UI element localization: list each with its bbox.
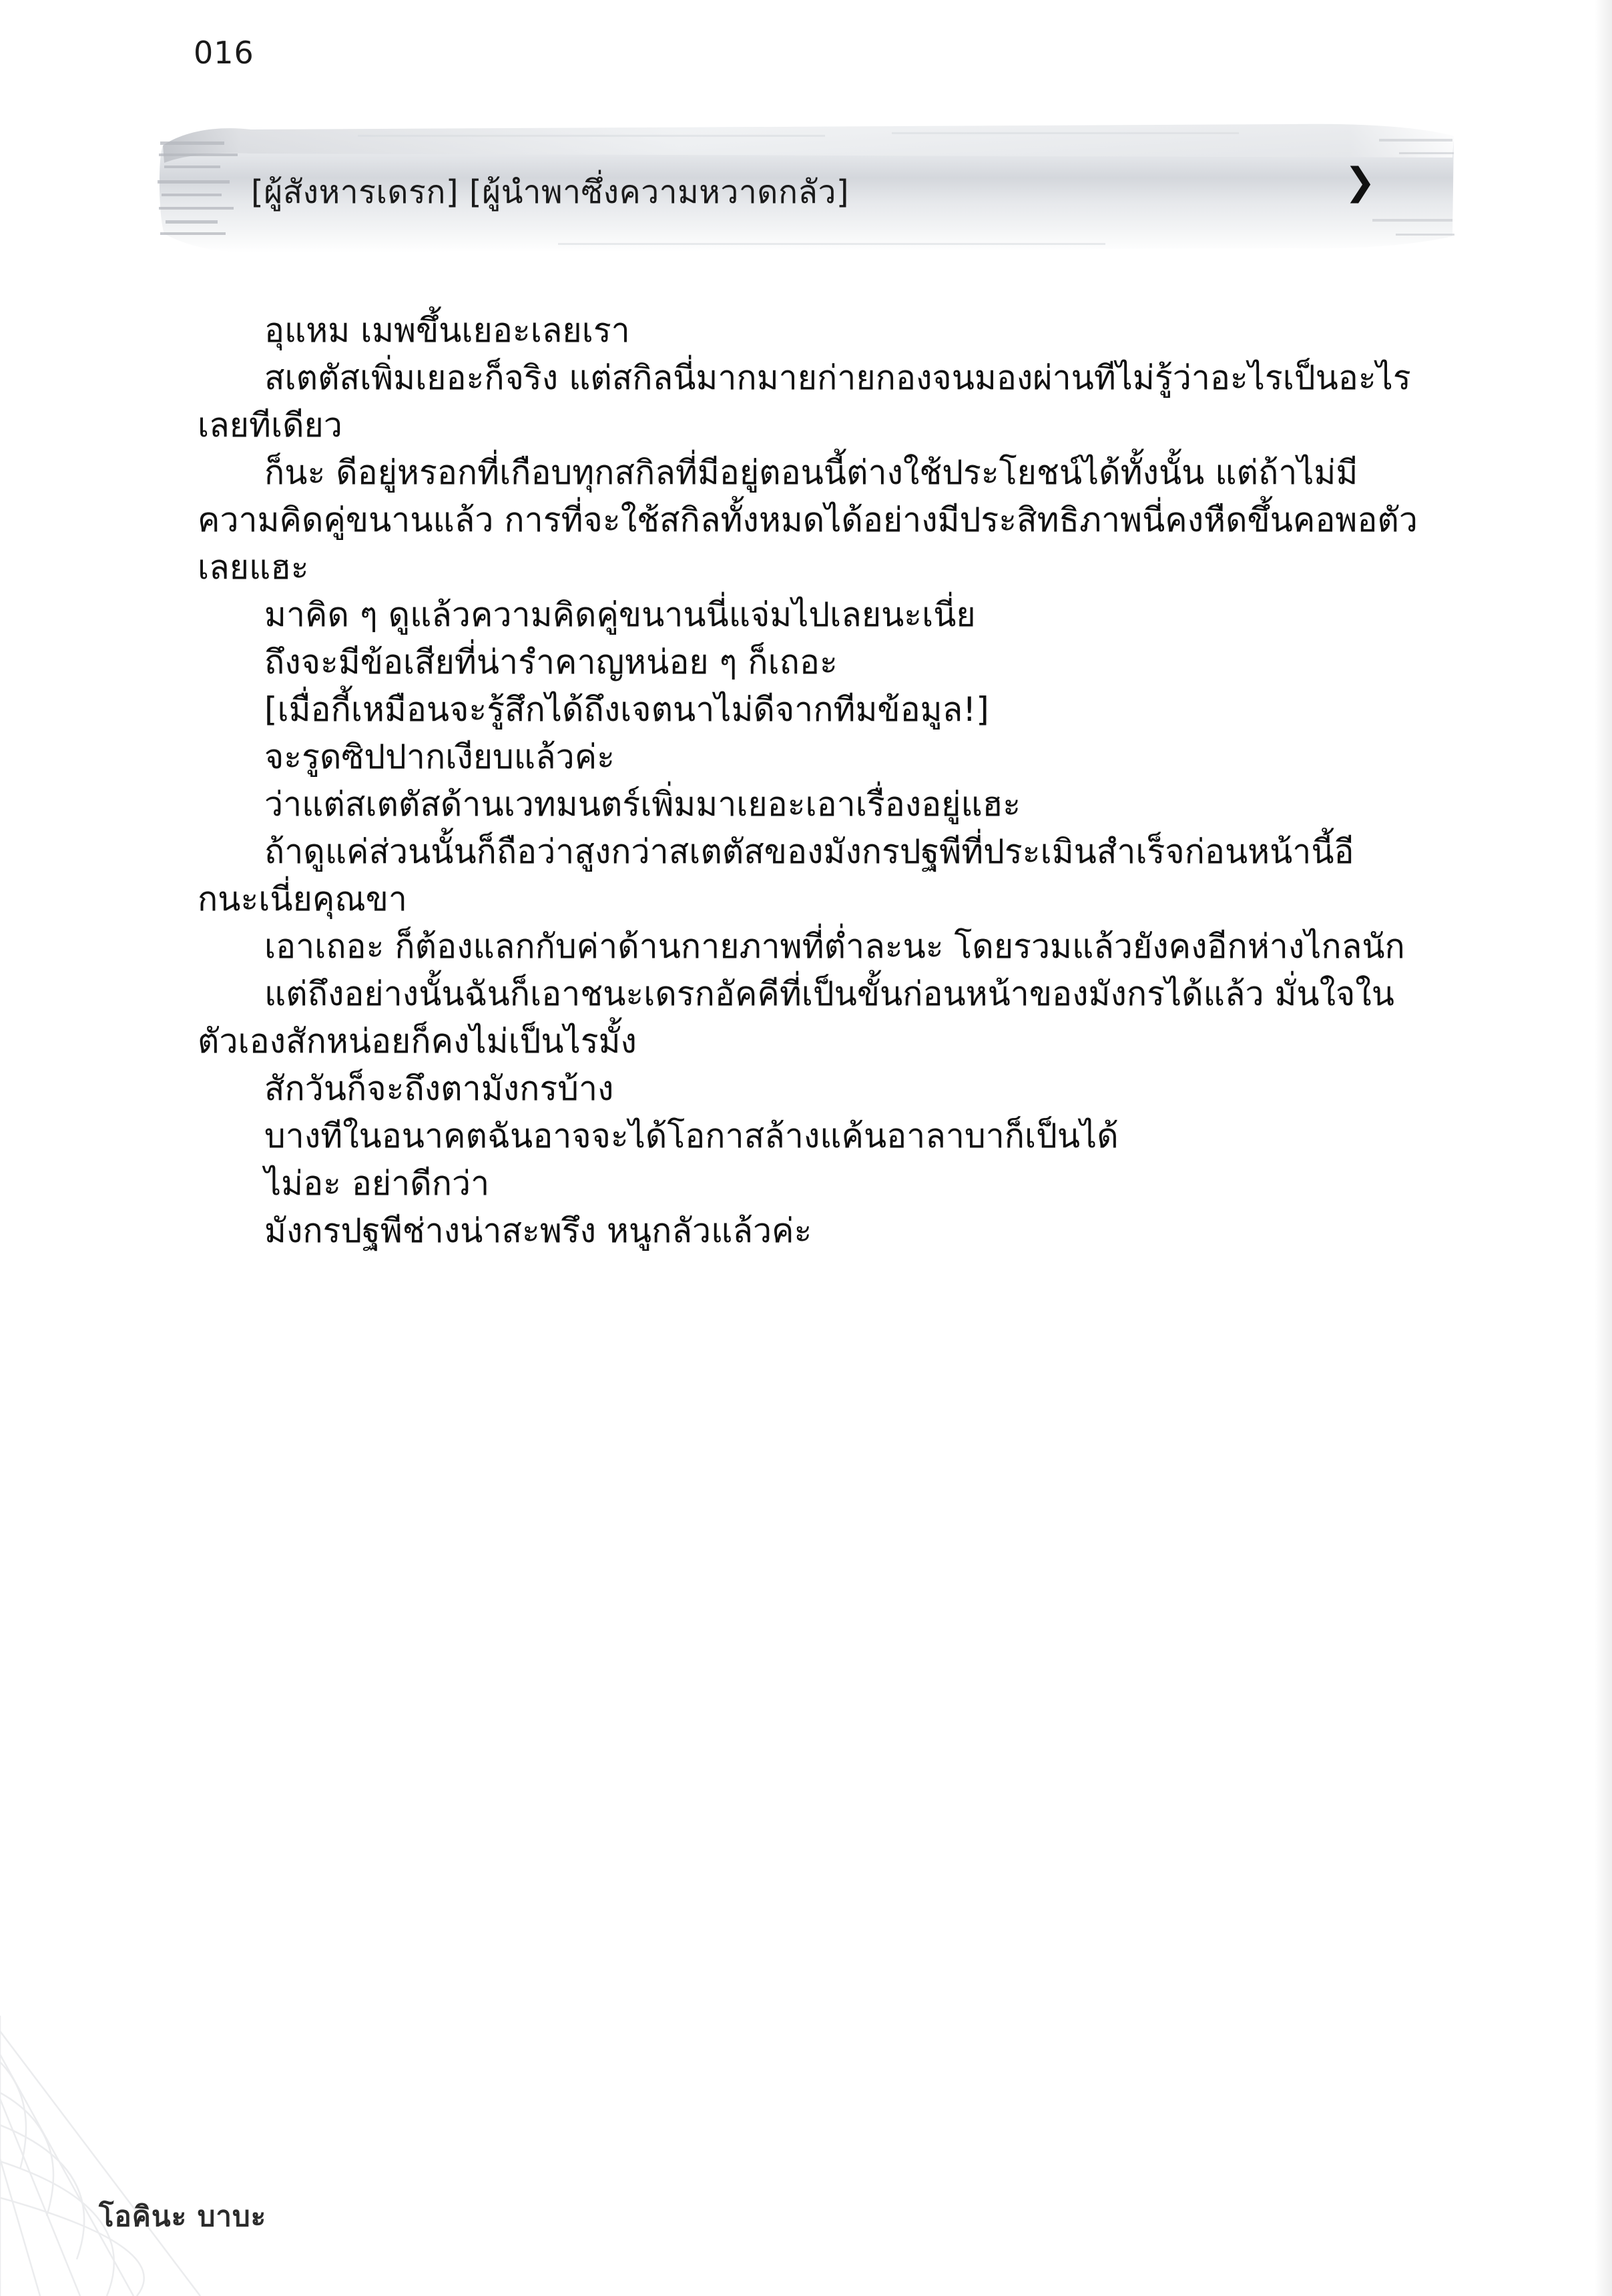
paragraph: บางทีในอนาคตฉันอาจจะได้โอกาสล้างแค้นอาลาบาก็เป็นได้	[264, 1117, 1119, 1155]
paragraph: ถ้าดูแค่ส่วนนั้นก็ถือว่าสูงกว่าสเตตัสของมังกรปฐพีที่ประเมินสำเร็จก่อนหน้านี้อีกนะเนี่ยคุณขา	[198, 832, 1354, 918]
chapter-title: [ผู้สังหารเดรก] [ผู้นำพาซึ่งความหวาดกลัว]	[251, 174, 850, 211]
page-body	[198, 307, 1426, 1255]
spider-web-decoration	[0, 2016, 280, 2296]
paragraph: เอาเถอะ ก็ต้องแลกกับค่าด้านกายภาพที่ต่ำละนะ โดยรวมแล้วยังคงอีกห่างไกลนัก	[264, 927, 1405, 966]
paragraph: มังกรปฐพีช่างน่าสะพรึง หนูกลัวแล้วค่ะ	[264, 1211, 812, 1250]
paragraph: สเตตัสเพิ่มเยอะก็จริง แต่สกิลนี่มากมายก่ายกองจนมองผ่านทีไม่รู้ว่าอะไรเป็นอะไรเลยทีเดียว	[198, 358, 1411, 445]
paragraph: แต่ถึงอย่างนั้นฉันก็เอาชนะเดรกอัคคีที่เป็นขั้นก่อนหน้าของมังกรได้แล้ว มั่นใจในตัวเองสักหน่อยก็คงไม่เป็นไรมั้ง	[198, 974, 1394, 1061]
page-spine-shadow	[1595, 0, 1612, 2296]
paragraph: ถึงจะมีข้อเสียที่น่ารำคาญหน่อย ๆ ก็เถอะ	[264, 643, 838, 681]
paragraph: อุแหม เมพขึ้นเยอะเลยเรา	[264, 311, 630, 350]
paragraph: ว่าแต่สเตตัสด้านเวทมนตร์เพิ่มมาเยอะเอาเรื่องอยู่แฮะ	[264, 785, 1021, 824]
page-number: 016	[194, 35, 254, 71]
paragraph: จะรูดซิปปากเงียบแล้วค่ะ	[264, 738, 615, 776]
paragraph: ไม่อะ อย่าดีกว่า	[264, 1164, 490, 1203]
paragraph: ก็นะ ดีอยู่หรอกที่เกือบทุกสกิลที่มีอยู่ตอนนี้ต่างใช้ประโยชน์ได้ทั้งนั้น แต่ถ้าไม่มีความคิดคู่ขนานแล้ว การที่จะใช้สกิลทั้งหมดได้อย่างมีประสิทธิภาพนี่คงหืดขึ้นคอพอตัวเลยแฮะ	[198, 453, 1418, 587]
footer-author: โอคินะ บาบะ	[99, 2200, 267, 2233]
paragraph: สักวันก็จะถึงตามังกรบ้าง	[264, 1069, 614, 1108]
paragraph: [เมื่อกี้เหมือนจะรู้สึกได้ถึงเจตนาไม่ดีจากทีมข้อมูล!]	[264, 690, 989, 729]
paragraph: มาคิด ๆ ดูแล้วความคิดคู่ขนานนี่แจ่มไปเลยนะเนี่ย	[264, 595, 976, 634]
chapter-header-banner	[158, 119, 1456, 259]
chevron-right-icon: ❯	[1344, 160, 1376, 204]
